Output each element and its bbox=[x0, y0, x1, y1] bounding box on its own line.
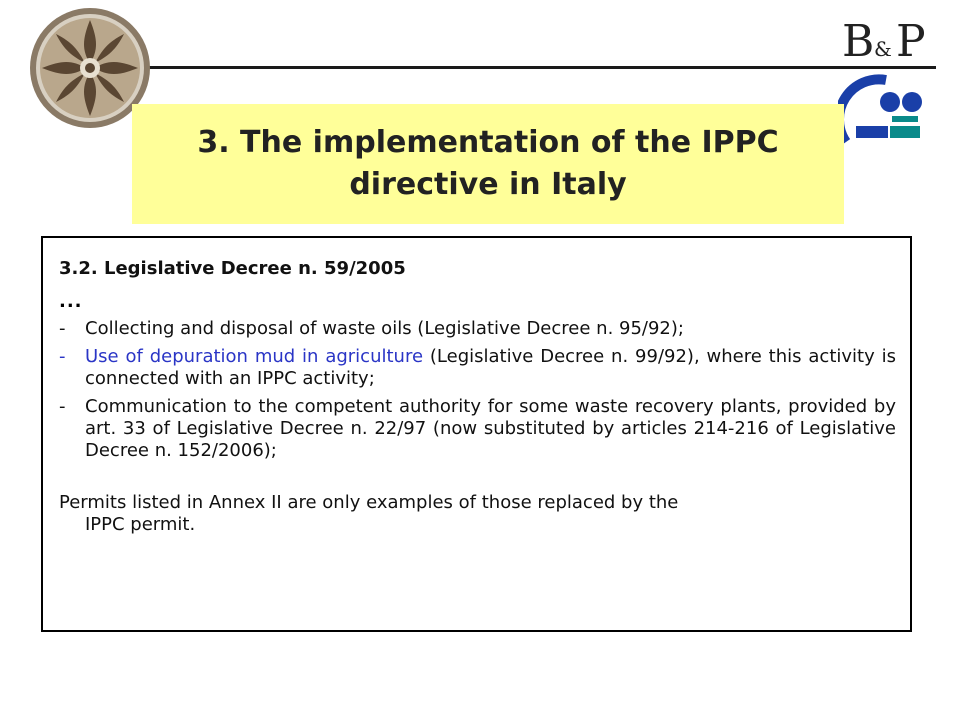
list-item-depuration-mud bbox=[59, 346, 896, 390]
list-dash: - bbox=[59, 346, 66, 367]
list-item-waste-oils bbox=[59, 318, 896, 340]
header-rule bbox=[100, 66, 936, 69]
list-dash: - bbox=[59, 396, 66, 417]
closing-paragraph bbox=[59, 492, 896, 536]
closing-line-2: IPPC permit. bbox=[85, 514, 196, 535]
list-item-text: (Legislative Decree n. 99/92), where this activity is connected with an IPPC activity; bbox=[85, 346, 896, 389]
section-subheading: 3.2. Legislative Decree n. 59/2005 bbox=[59, 258, 406, 279]
slide-title bbox=[197, 122, 778, 206]
list-item-text: Communication to the competent authority for some waste recovery plants, provided by art. 33 of Legislative Decree n. 22/97 (now substituted by articles 214-216 of Legislative Decree n. 152/2006); bbox=[85, 396, 896, 461]
svg-text:&: & bbox=[874, 37, 892, 61]
content-box bbox=[41, 236, 912, 632]
list-item-highlight: Use of depuration mud in agriculture bbox=[85, 346, 424, 367]
quality-certification-badge-icon bbox=[838, 72, 928, 150]
closing-line-1: Permits listed in Annex II are only examples of those replaced by the bbox=[59, 492, 679, 513]
slide-title-line-1: 3. The implementation of the IPPC bbox=[197, 125, 779, 160]
svg-text:P: P bbox=[896, 16, 926, 67]
list-dash: - bbox=[59, 318, 66, 339]
svg-text:B: B bbox=[842, 16, 875, 67]
list-item-text: Collecting and disposal of waste oils (Legislative Decree n. 95/92); bbox=[85, 318, 684, 339]
bp-logo bbox=[840, 12, 936, 68]
slide-title-line-2: directive in Italy bbox=[349, 167, 627, 202]
ellipsis: ... bbox=[59, 291, 83, 312]
slide-title-box bbox=[132, 104, 844, 224]
list-item-waste-recovery bbox=[59, 396, 896, 462]
